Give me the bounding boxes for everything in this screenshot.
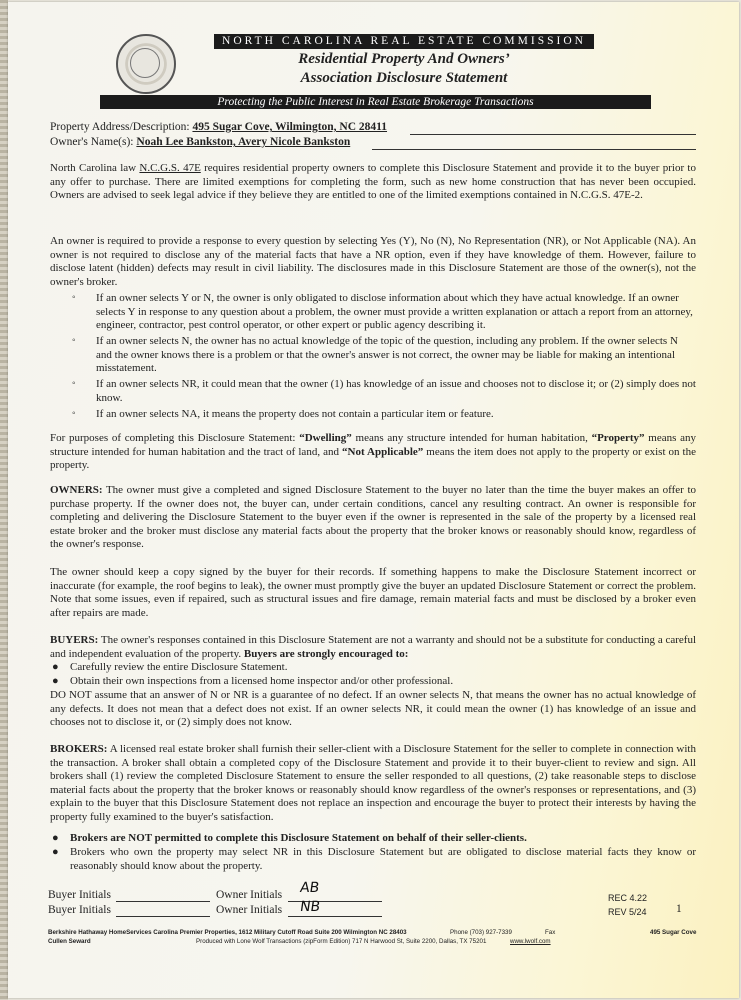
buyers-note: DO NOT assume that an answer of N or NR is a guarantee of no defect. If an owner selects N, that means the owner has no actual knowledge of any defects. It does not mean that a defect does not exist. If an owner selects NR, it could mean the owner (1) has knowledge of an issue and chooses not to disclose it, or (2) simply does not know. [50, 689, 696, 728]
bullet-selects-n: If an owner selects N, the owner has no actual knowledge of the topic of the question, including any problem. If the owner selects N and the owner knows there is a problem or that the owner's answer is not correct, the owner may be liable for making an intentional misstatement. [96, 335, 678, 374]
owners-underline [372, 149, 696, 150]
form-rev-number: REV 5/24 [608, 907, 647, 917]
intro-paragraph: North Carolina law N.C.G.S. 47E requires residential property owners to complete this Disclosure Statement and provide it to the buyer prior to any offer to purchase. There are limited exemptions for completing the form, such as new home construction that has never been occupied. Owners are advised to seek legal advice if they believe they are entitled to one of the limited exemptions contained in N.C.G.S. 47E-2. [50, 162, 696, 201]
footer-fax: Fax [545, 929, 556, 936]
owner-names-field: Owner's Name(s): Noah Lee Bankston, Avery Nicole Bankston [50, 136, 351, 148]
footer-produced-by: Produced with Lone Wolf Transactions (zipForm Edition) 717 N Harwood St, Suite 2200, Dallas, TX 75201 [196, 938, 487, 945]
bullet-selects-nr: If an owner selects NR, it could mean that the owner (1) has knowledge of an issue and chooses not to disclose it; or (2) simply does not know. [96, 378, 696, 404]
owner-initials-signature-2: NB [298, 899, 322, 915]
owner-initials-field-2[interactable] [288, 916, 382, 917]
bullet-icon: ◦ [72, 378, 76, 389]
owner-initials-label-2: Owner Initials [216, 904, 283, 916]
owner-initials-label-1: Owner Initials [216, 889, 283, 901]
bullet-icon: ● [52, 846, 59, 858]
brokers-bullet-nr: Brokers who own the property may select NR in this Disclosure Statement but are obligated to disclose material facts they know or reasonably should know about the property. [70, 846, 696, 872]
buyer-initials-field-1[interactable] [116, 901, 210, 902]
bullet-icon: ● [52, 661, 59, 673]
owners-section: OWNERS: The owner must give a completed and signed Disclosure Statement to the buyer no later than the time the buyer makes an offer to purchase property. If the owner does not, the buyer can, under certain conditions, cancel any resulting contract. An owner is responsible for completing and delivering the Disclosure Statement to the buyer even if the owner is represented in the sale of the property by a licensed real estate broker and the broker must disclose any material facts about the property that the broker knows or reasonably should know, regardless of the owner's response. [50, 484, 696, 550]
bullet-icon: ◦ [72, 408, 76, 419]
definitions-paragraph: For purposes of completing this Disclosure Statement: “Dwelling” means any structure intended for human habitation, “Property” means any structure intended for human habitation and the tract of land, and “Not Applicable” means the item does not apply to the property or exist on the property. [50, 432, 696, 471]
footer-document-name: 495 Sugar Cove [650, 929, 697, 936]
brokers-bullet-not-permitted: Brokers are NOT permitted to complete this Disclosure Statement on behalf of their seller-clients. [70, 832, 527, 844]
buyers-bullet-inspections: Obtain their own inspections from a licensed home inspector and/or other professional. [70, 675, 454, 687]
address-underline [410, 134, 696, 135]
commission-seal-icon [116, 34, 176, 94]
bullet-icon: ◦ [72, 292, 76, 303]
bullet-icon: ● [52, 832, 59, 844]
tagline-banner: Protecting the Public Interest in Real Estate Brokerage Transactions [100, 95, 651, 109]
brokers-section: BROKERS: A licensed real estate broker shall furnish their seller-client with a Disclosure Statement for the seller to complete in connection with the transaction. A broker shall obtain a completed copy of the Disclosure Statement and provide it to their buyer-client to review and sign. All brokers shall (1) review the completed Disclosure Statement to ensure the seller responded to all questions, (2) take reasonable steps to disclose material facts about the property that the broker knows or reasonably should know regardless of the owner's responses or representations, and (3) explain to the buyer that this Disclosure Statement does not replace an inspection and encourage the buyer to protect their interests by having the property fully examined to the buyer's satisfaction. [50, 743, 696, 823]
bullet-icon: ● [52, 675, 59, 687]
buyer-initials-label-1: Buyer Initials [48, 889, 111, 901]
property-address-field: Property Address/Description: 495 Sugar Cove, Wilmington, NC 28411 [50, 121, 388, 133]
owner-copy-paragraph: The owner should keep a copy signed by the buyer for their records. If something happens to make the Disclosure Statement incorrect or inaccurate (for example, the roof begins to leak), the owner must promptly give the buyer an updated Disclosure Statement or correct the problem. Note that some issues, even if repaired, such as structural issues and fire damage, remain material facts and must be disclosed by a broker even after repairs are made. [50, 566, 696, 619]
buyer-initials-field-2[interactable] [116, 916, 210, 917]
buyer-initials-label-2: Buyer Initials [48, 904, 111, 916]
bullet-selects-na: If an owner selects NA, it means the property does not contain a particular item or feature. [96, 408, 494, 420]
buyers-bullet-review: Carefully review the entire Disclosure Statement. [70, 661, 288, 673]
bullet-icon: ◦ [72, 335, 76, 346]
response-requirement-paragraph: An owner is required to provide a response to every question by selecting Yes (Y), No (N), No Representation (NR), or Not Applicable (NA). An owner is not required to disclose any of the material facts that have a NR option, even if they have knowledge of them. However, failure to disclose latent (hidden) defects may result in civil liability. The disclosures made in this Disclosure Statement are those of the owner(s), not the owner's broker. [50, 235, 696, 288]
form-rec-number: REC 4.22 [608, 893, 648, 903]
page-number: 1 [676, 903, 682, 915]
property-address-value: 495 Sugar Cove, Wilmington, NC 28411 [192, 121, 388, 133]
owner-initials-signature-1: AB [298, 880, 321, 896]
bullet-selects-y-or-n: If an owner selects Y or N, the owner is only obligated to disclose information about which they have actual knowledge. If an owner selects Y in response to any question about a problem, the owner must provide a written explanation or attach a report from an attorney, engineer, contractor, pest control operator, or other expert or public agency describing it. [96, 292, 693, 331]
agency-banner: NORTH CAROLINA REAL ESTATE COMMISSION [214, 34, 594, 49]
form-title: Residential Property And Owners’ Association Disclosure Statement [298, 51, 510, 86]
footer-agent: Cullen Seward [48, 938, 91, 945]
binder-edge [0, 0, 8, 1000]
footer-phone: Phone (703) 927-7339 [450, 929, 512, 936]
footer-website-link[interactable]: www.lwolf.com [510, 938, 551, 945]
footer-brokerage: Berkshire Hathaway HomeServices Carolina Premier Properties, 1612 Military Cutoff Road Suite 200 Wilmington NC 28403 [48, 929, 407, 936]
buyers-section: BUYERS: The owner's responses contained in this Disclosure Statement are not a warranty and should not be a substitute for conducting a careful and independent evaluation of the property. Buyers are strongly encouraged to: [50, 634, 696, 660]
owner-names-value: Noah Lee Bankston, Avery Nicole Bankston [136, 136, 351, 148]
